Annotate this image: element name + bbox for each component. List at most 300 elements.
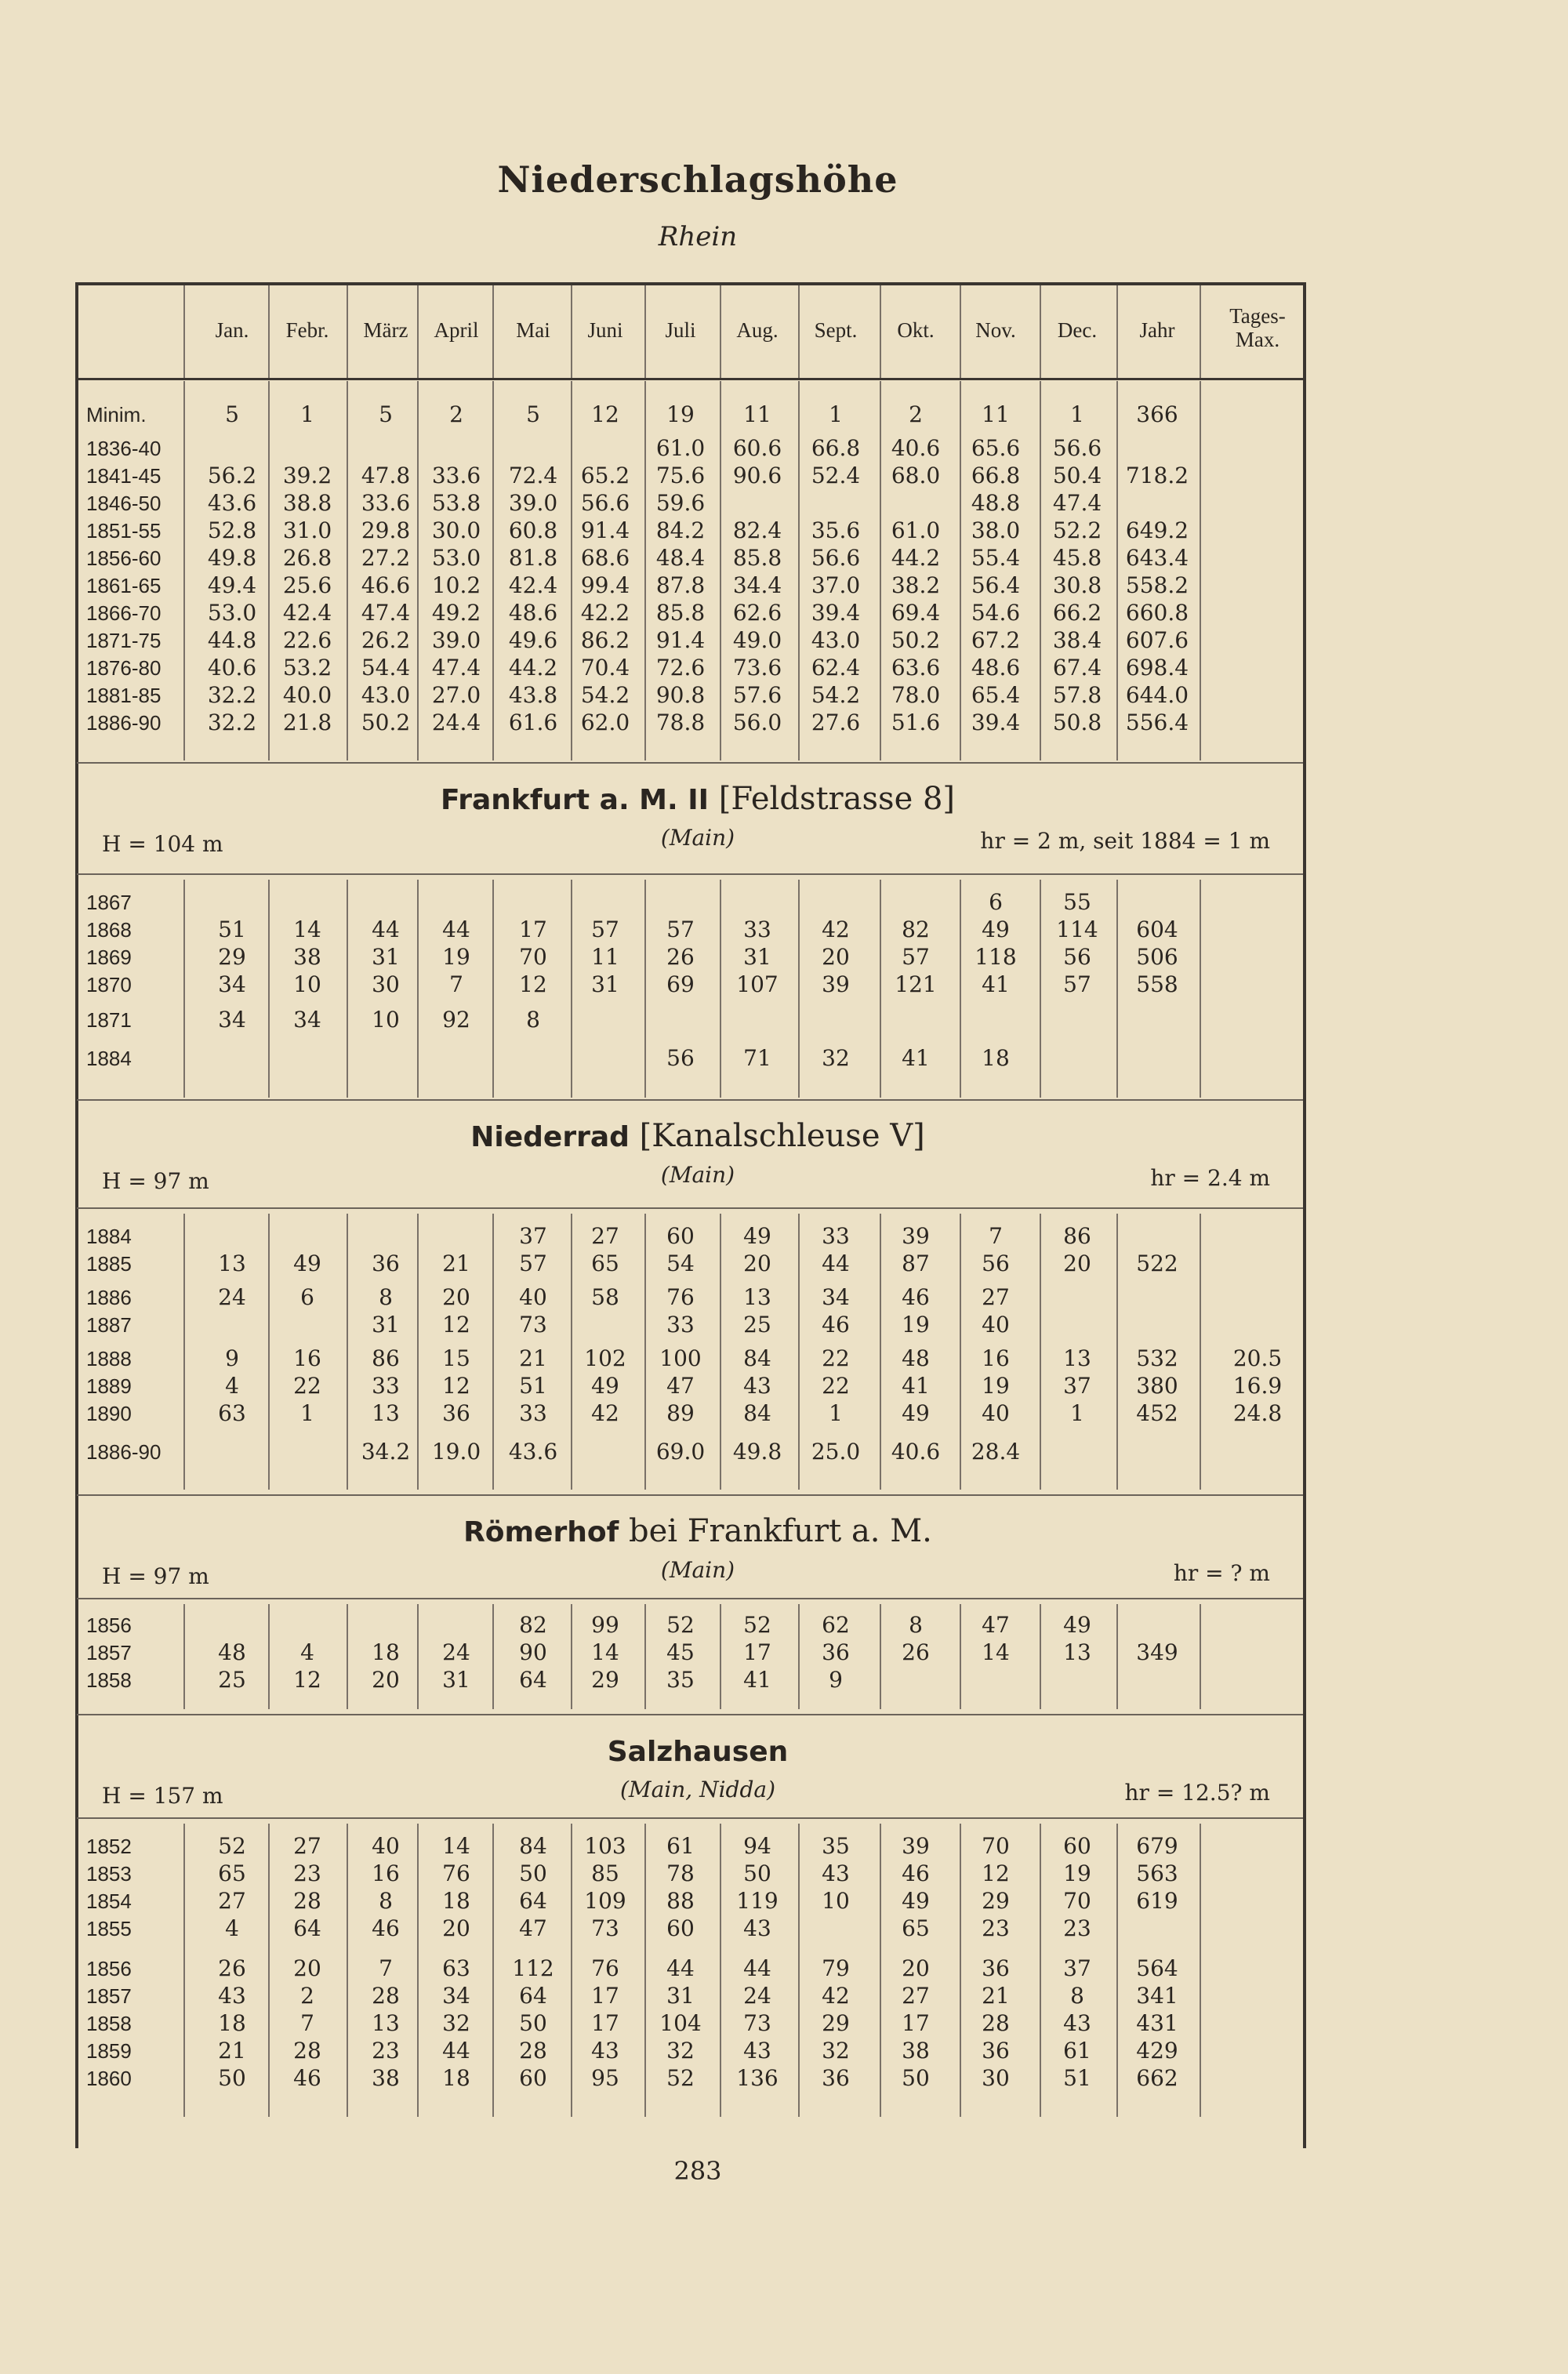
table-cell: 60 bbox=[519, 2065, 547, 2091]
page-title: Niederschlagshöhe bbox=[497, 158, 898, 201]
table-cell: 56 bbox=[666, 1045, 695, 1071]
table-cell: 26 bbox=[218, 1955, 246, 1981]
table-cell: 20 bbox=[902, 1955, 930, 1981]
table-cell: 14 bbox=[982, 1639, 1010, 1665]
table-cell: 45 bbox=[666, 1639, 695, 1665]
station-name: Salzhausen bbox=[607, 1736, 789, 1768]
table-cell: 31 bbox=[591, 971, 619, 997]
table-cell: 42.4 bbox=[508, 572, 558, 598]
table-cell: 2 bbox=[300, 1983, 314, 2009]
table-cell: 30.8 bbox=[1052, 572, 1102, 598]
table-cell: 31 bbox=[442, 1667, 470, 1693]
station-elevation: H = 104 m bbox=[102, 831, 223, 857]
column-header: Okt. bbox=[897, 318, 935, 342]
table-cell: 1 bbox=[829, 1400, 843, 1426]
table-cell: 643.4 bbox=[1125, 545, 1189, 571]
station-name: Römerhof bbox=[463, 1516, 619, 1548]
table-cell: 69.0 bbox=[655, 1439, 706, 1465]
table-cell: 94 bbox=[743, 1833, 771, 1859]
table-cell: 14 bbox=[442, 1833, 470, 1859]
table-cell: 90.6 bbox=[732, 463, 782, 488]
table-cell: 33.6 bbox=[431, 463, 481, 488]
row-label: Minim. bbox=[86, 403, 147, 427]
table-cell: 10 bbox=[822, 1888, 850, 1914]
table-cell: 5 bbox=[225, 401, 239, 427]
table-cell: 26 bbox=[666, 944, 695, 970]
table-cell: 46 bbox=[293, 2065, 321, 2091]
table-cell: 56.6 bbox=[1052, 435, 1102, 461]
table-cell: 20 bbox=[1063, 1251, 1091, 1276]
table-cell: 8 bbox=[909, 1612, 923, 1638]
table-cell: 532 bbox=[1136, 1345, 1178, 1371]
table-cell: 49.8 bbox=[207, 545, 257, 571]
row-label: 1853 bbox=[86, 1862, 132, 1886]
table-cell: 52.2 bbox=[1052, 517, 1102, 543]
table-cell: 34 bbox=[293, 1007, 321, 1033]
table-cell: 20 bbox=[442, 1284, 470, 1310]
table-cell: 39 bbox=[902, 1223, 930, 1249]
table-cell: 76 bbox=[442, 1860, 470, 1886]
table-cell: 65.4 bbox=[971, 682, 1021, 708]
table-cell: 30.0 bbox=[431, 517, 481, 543]
table-cell: 17 bbox=[743, 1639, 771, 1665]
table-cell: 558 bbox=[1136, 971, 1178, 997]
station-location: [Kanalschleuse V] bbox=[629, 1118, 925, 1154]
table-cell: 76 bbox=[591, 1955, 619, 1981]
table-cell: 28 bbox=[293, 2038, 321, 2064]
table-cell: 57 bbox=[666, 917, 695, 942]
table-cell: 29 bbox=[822, 2010, 850, 2036]
table-cell: 57 bbox=[902, 944, 930, 970]
table-cell: 99 bbox=[591, 1612, 619, 1638]
table-cell: 53.0 bbox=[431, 545, 481, 571]
table-rule bbox=[77, 873, 1303, 875]
row-label: 1854 bbox=[86, 1889, 132, 1913]
table-cell: 38.0 bbox=[971, 517, 1021, 543]
row-label: 1846-50 bbox=[86, 492, 162, 515]
table-cell: 44 bbox=[743, 1955, 771, 1981]
table-cell: 48 bbox=[902, 1345, 930, 1371]
river-name: (Main) bbox=[660, 825, 735, 851]
table-cell: 52 bbox=[743, 1612, 771, 1638]
table-cell: 82 bbox=[519, 1612, 547, 1638]
table-cell: 23 bbox=[982, 1915, 1010, 1941]
table-cell: 40 bbox=[982, 1312, 1010, 1338]
table-rule bbox=[77, 1598, 1303, 1599]
table-cell: 43 bbox=[822, 1860, 850, 1886]
table-cell: 44 bbox=[666, 1955, 695, 1981]
table-cell: 39 bbox=[902, 1833, 930, 1859]
column-rule bbox=[1200, 1824, 1201, 2117]
table-cell: 12 bbox=[519, 971, 547, 997]
table-cell: 16 bbox=[372, 1860, 400, 1886]
table-cell: 40.6 bbox=[891, 1439, 941, 1465]
row-label: 1884 bbox=[86, 1225, 132, 1248]
station-name: Frankfurt a. M. II bbox=[440, 784, 709, 816]
table-cell: 49.2 bbox=[431, 600, 481, 626]
row-label: 1885 bbox=[86, 1252, 132, 1276]
table-cell: 68.6 bbox=[580, 545, 630, 571]
page-subtitle: Rhein bbox=[658, 221, 738, 252]
table-cell: 52 bbox=[218, 1833, 246, 1859]
table-cell: 44 bbox=[442, 2038, 470, 2064]
table-cell: 87 bbox=[902, 1251, 930, 1276]
table-cell: 46 bbox=[902, 1860, 930, 1886]
table-cell: 88 bbox=[666, 1888, 695, 1914]
table-cell: 32.2 bbox=[207, 710, 257, 735]
gauge-height-note: hr = 2.4 m bbox=[1150, 1165, 1270, 1191]
table-cell: 87.8 bbox=[655, 572, 706, 598]
table-cell: 65 bbox=[591, 1251, 619, 1276]
table-cell: 366 bbox=[1136, 401, 1178, 427]
row-label: 1836-40 bbox=[86, 437, 162, 460]
column-rule bbox=[1200, 1214, 1201, 1490]
table-cell: 84 bbox=[743, 1345, 771, 1371]
row-label: 1869 bbox=[86, 946, 132, 969]
table-rule bbox=[77, 762, 1303, 764]
row-label: 1867 bbox=[86, 891, 132, 914]
table-cell: 20 bbox=[293, 1955, 321, 1981]
row-label: 1859 bbox=[86, 2039, 132, 2063]
table-cell: 619 bbox=[1136, 1888, 1178, 1914]
table-cell: 107 bbox=[736, 971, 779, 997]
table-cell: 34 bbox=[822, 1284, 850, 1310]
table-cell: 30 bbox=[982, 2065, 1010, 2091]
table-cell: 31.0 bbox=[282, 517, 332, 543]
table-cell: 60 bbox=[1063, 1833, 1091, 1859]
table-cell: 29.8 bbox=[361, 517, 411, 543]
table-cell: 607.6 bbox=[1125, 627, 1189, 653]
table-cell: 431 bbox=[1136, 2010, 1178, 2036]
table-cell: 13 bbox=[1063, 1639, 1091, 1665]
table-cell: 27 bbox=[982, 1284, 1010, 1310]
table-cell: 78.8 bbox=[655, 710, 706, 735]
table-cell: 13 bbox=[218, 1251, 246, 1276]
table-cell: 25 bbox=[218, 1667, 246, 1693]
table-cell: 44.2 bbox=[508, 655, 558, 681]
table-cell: 73 bbox=[591, 1915, 619, 1941]
table-cell: 84 bbox=[519, 1833, 547, 1859]
table-cell: 22 bbox=[822, 1373, 850, 1399]
column-header: April bbox=[434, 318, 479, 342]
table-frame-left bbox=[75, 282, 78, 2148]
table-cell: 20 bbox=[372, 1667, 400, 1693]
table-cell: 18 bbox=[372, 1639, 400, 1665]
table-cell: 31 bbox=[372, 1312, 400, 1338]
table-cell: 9 bbox=[225, 1345, 239, 1371]
table-cell: 7 bbox=[449, 971, 463, 997]
table-cell: 28 bbox=[519, 2038, 547, 2064]
table-cell: 19 bbox=[666, 401, 695, 427]
table-cell: 47 bbox=[666, 1373, 695, 1399]
table-cell: 56.6 bbox=[580, 490, 630, 516]
table-cell: 16.9 bbox=[1232, 1373, 1283, 1399]
table-cell: 54 bbox=[666, 1251, 695, 1276]
table-cell: 65.2 bbox=[580, 463, 630, 488]
station-name: Niederrad bbox=[470, 1121, 630, 1153]
table-cell: 50 bbox=[218, 2065, 246, 2091]
table-cell: 90.8 bbox=[655, 682, 706, 708]
table-cell: 24.4 bbox=[431, 710, 481, 735]
table-cell: 24 bbox=[218, 1284, 246, 1310]
table-cell: 17 bbox=[519, 917, 547, 942]
table-cell: 30 bbox=[372, 971, 400, 997]
table-cell: 27 bbox=[293, 1833, 321, 1859]
row-label: 1855 bbox=[86, 1917, 132, 1940]
table-cell: 64 bbox=[519, 1667, 547, 1693]
table-cell: 73 bbox=[519, 1312, 547, 1338]
table-cell: 32 bbox=[822, 1045, 850, 1071]
table-cell: 52.8 bbox=[207, 517, 257, 543]
table-cell: 22 bbox=[293, 1373, 321, 1399]
table-cell: 49 bbox=[902, 1400, 930, 1426]
table-cell: 33 bbox=[822, 1223, 850, 1249]
row-label: 1890 bbox=[86, 1402, 132, 1425]
column-header: Tages- Max. bbox=[1229, 304, 1286, 351]
section-title bbox=[0, 1513, 1396, 1549]
table-cell: 72.6 bbox=[655, 655, 706, 681]
table-cell: 29 bbox=[591, 1667, 619, 1693]
table-cell: 47.4 bbox=[431, 655, 481, 681]
table-cell: 78.0 bbox=[891, 682, 941, 708]
section-title bbox=[0, 1733, 1396, 1769]
table-cell: 78 bbox=[666, 1860, 695, 1886]
table-cell: 61 bbox=[1063, 2038, 1091, 2064]
table-cell: 27.0 bbox=[431, 682, 481, 708]
table-cell: 67.4 bbox=[1052, 655, 1102, 681]
table-cell: 79 bbox=[822, 1955, 850, 1981]
row-label: 1856-60 bbox=[86, 546, 162, 570]
table-cell: 42.2 bbox=[580, 600, 630, 626]
table-cell: 13 bbox=[743, 1284, 771, 1310]
row-label: 1852 bbox=[86, 1835, 132, 1858]
table-cell: 44.8 bbox=[207, 627, 257, 653]
row-label: 1856 bbox=[86, 1957, 132, 1980]
table-cell: 522 bbox=[1136, 1251, 1178, 1276]
table-cell: 65 bbox=[902, 1915, 930, 1941]
table-cell: 43 bbox=[218, 1983, 246, 2009]
table-cell: 341 bbox=[1136, 1983, 1178, 2009]
table-cell: 25.6 bbox=[282, 572, 332, 598]
row-label: 1871 bbox=[86, 1008, 132, 1032]
table-cell: 48.6 bbox=[508, 600, 558, 626]
table-cell: 55.4 bbox=[971, 545, 1021, 571]
river-name: (Main) bbox=[660, 1557, 735, 1583]
table-cell: 61.6 bbox=[508, 710, 558, 735]
table-cell: 32 bbox=[442, 2010, 470, 2036]
row-label: 1870 bbox=[86, 973, 132, 996]
table-cell: 28 bbox=[982, 2010, 1010, 2036]
table-cell: 37 bbox=[1063, 1955, 1091, 1981]
table-cell: 14 bbox=[591, 1639, 619, 1665]
table-cell: 69.4 bbox=[891, 600, 941, 626]
station-location: bei Frankfurt a. M. bbox=[619, 1513, 932, 1549]
table-cell: 40 bbox=[372, 1833, 400, 1859]
table-cell: 44.2 bbox=[891, 545, 941, 571]
table-cell: 112 bbox=[512, 1955, 554, 1981]
table-cell: 90 bbox=[519, 1639, 547, 1665]
table-cell: 57.6 bbox=[732, 682, 782, 708]
table-cell: 43.6 bbox=[508, 1439, 558, 1465]
column-rule bbox=[1200, 381, 1201, 760]
table-cell: 49 bbox=[1063, 1612, 1091, 1638]
table-cell: 49 bbox=[743, 1223, 771, 1249]
table-cell: 44 bbox=[372, 917, 400, 942]
table-cell: 19 bbox=[442, 944, 470, 970]
table-cell: 72.4 bbox=[508, 463, 558, 488]
table-cell: 26.8 bbox=[282, 545, 332, 571]
table-cell: 8 bbox=[379, 1284, 393, 1310]
table-cell: 39.2 bbox=[282, 463, 332, 488]
row-label: 1861-65 bbox=[86, 574, 162, 597]
table-cell: 35 bbox=[822, 1833, 850, 1859]
table-cell: 21 bbox=[519, 1345, 547, 1371]
table-cell: 12 bbox=[982, 1860, 1010, 1886]
table-cell: 604 bbox=[1136, 917, 1178, 942]
row-label: 1851-55 bbox=[86, 519, 162, 543]
table-cell: 57.8 bbox=[1052, 682, 1102, 708]
table-cell: 10 bbox=[372, 1007, 400, 1033]
table-cell: 27.2 bbox=[361, 545, 411, 571]
table-cell: 118 bbox=[975, 944, 1017, 970]
table-cell: 31 bbox=[666, 1983, 695, 2009]
table-cell: 49 bbox=[982, 917, 1010, 942]
table-cell: 51 bbox=[1063, 2065, 1091, 2091]
table-cell: 558.2 bbox=[1125, 572, 1189, 598]
table-cell: 25.0 bbox=[811, 1439, 861, 1465]
table-cell: 4 bbox=[225, 1915, 239, 1941]
table-cell: 92 bbox=[442, 1007, 470, 1033]
table-cell: 66.8 bbox=[971, 463, 1021, 488]
table-cell: 50 bbox=[519, 2010, 547, 2036]
row-label: 1876-80 bbox=[86, 656, 162, 680]
table-cell: 14 bbox=[293, 917, 321, 942]
row-label: 1886-90 bbox=[86, 711, 162, 735]
table-cell: 29 bbox=[218, 944, 246, 970]
table-cell: 17 bbox=[591, 1983, 619, 2009]
gauge-height-note: hr = 2 m, seit 1884 = 1 m bbox=[980, 828, 1270, 854]
table-cell: 1 bbox=[829, 401, 843, 427]
table-cell: 39.4 bbox=[811, 600, 861, 626]
table-cell: 63 bbox=[218, 1400, 246, 1426]
table-cell: 51 bbox=[218, 917, 246, 942]
column-header: Nov. bbox=[975, 318, 1016, 342]
table-cell: 71 bbox=[743, 1045, 771, 1071]
table-cell: 49.0 bbox=[732, 627, 782, 653]
table-cell: 8 bbox=[526, 1007, 540, 1033]
table-cell: 51.6 bbox=[891, 710, 941, 735]
table-cell: 16 bbox=[293, 1345, 321, 1371]
table-cell: 44 bbox=[822, 1251, 850, 1276]
table-cell: 62.0 bbox=[580, 710, 630, 735]
table-cell: 38 bbox=[372, 2065, 400, 2091]
table-cell: 34 bbox=[442, 1983, 470, 2009]
table-cell: 21 bbox=[982, 1983, 1010, 2009]
table-cell: 102 bbox=[584, 1345, 626, 1371]
table-cell: 25 bbox=[743, 1312, 771, 1338]
row-label: 1841-45 bbox=[86, 464, 162, 488]
table-cell: 349 bbox=[1136, 1639, 1178, 1665]
column-rule bbox=[183, 381, 185, 760]
table-cell: 136 bbox=[736, 2065, 779, 2091]
table-cell: 26 bbox=[902, 1639, 930, 1665]
station-elevation: H = 97 m bbox=[102, 1168, 209, 1194]
table-cell: 19 bbox=[902, 1312, 930, 1338]
table-cell: 6 bbox=[989, 889, 1003, 915]
table-cell: 46 bbox=[902, 1284, 930, 1310]
table-cell: 37 bbox=[1063, 1373, 1091, 1399]
table-cell: 11 bbox=[591, 944, 619, 970]
table-cell: 61.0 bbox=[655, 435, 706, 461]
table-cell: 104 bbox=[659, 2010, 702, 2036]
table-cell: 4 bbox=[300, 1639, 314, 1665]
table-cell: 86 bbox=[1063, 1223, 1091, 1249]
section-title bbox=[0, 1118, 1396, 1154]
table-cell: 62 bbox=[822, 1612, 850, 1638]
table-cell: 11 bbox=[982, 401, 1010, 427]
table-cell: 48 bbox=[218, 1639, 246, 1665]
table-cell: 57 bbox=[1063, 971, 1091, 997]
table-cell: 12 bbox=[591, 401, 619, 427]
table-cell: 53.0 bbox=[207, 600, 257, 626]
table-cell: 43.8 bbox=[508, 682, 558, 708]
table-cell: 65.6 bbox=[971, 435, 1021, 461]
table-cell: 23 bbox=[293, 1860, 321, 1886]
table-cell: 2 bbox=[449, 401, 463, 427]
table-cell: 20 bbox=[442, 1915, 470, 1941]
table-cell: 99.4 bbox=[580, 572, 630, 598]
table-cell: 54.2 bbox=[811, 682, 861, 708]
row-label: 1888 bbox=[86, 1347, 132, 1370]
table-cell: 41 bbox=[982, 971, 1010, 997]
table-cell: 22.6 bbox=[282, 627, 332, 653]
table-cell: 38 bbox=[902, 2038, 930, 2064]
table-cell: 84.2 bbox=[655, 517, 706, 543]
table-cell: 56 bbox=[1063, 944, 1091, 970]
table-cell: 41 bbox=[743, 1667, 771, 1693]
table-cell: 47 bbox=[982, 1612, 1010, 1638]
table-cell: 82.4 bbox=[732, 517, 782, 543]
table-cell: 679 bbox=[1136, 1833, 1178, 1859]
table-cell: 38.8 bbox=[282, 490, 332, 516]
table-cell: 85.8 bbox=[732, 545, 782, 571]
table-cell: 48.4 bbox=[655, 545, 706, 571]
table-cell: 100 bbox=[659, 1345, 702, 1371]
table-cell: 29 bbox=[982, 1888, 1010, 1914]
section-title bbox=[0, 781, 1396, 817]
table-cell: 54.2 bbox=[580, 682, 630, 708]
river-name: (Main, Nidda) bbox=[620, 1777, 775, 1802]
table-cell: 66.2 bbox=[1052, 600, 1102, 626]
table-cell: 42.4 bbox=[282, 600, 332, 626]
table-cell: 564 bbox=[1136, 1955, 1178, 1981]
station-elevation: H = 97 m bbox=[102, 1563, 209, 1589]
table-cell: 54.4 bbox=[361, 655, 411, 681]
table-cell: 44 bbox=[442, 917, 470, 942]
table-cell: 49.6 bbox=[508, 627, 558, 653]
table-rule bbox=[77, 1099, 1303, 1101]
table-cell: 60.8 bbox=[508, 517, 558, 543]
table-cell: 50 bbox=[519, 1860, 547, 1886]
table-cell: 60 bbox=[666, 1223, 695, 1249]
table-cell: 43.0 bbox=[361, 682, 411, 708]
table-cell: 61 bbox=[666, 1833, 695, 1859]
table-cell: 13 bbox=[372, 1400, 400, 1426]
table-frame-right bbox=[1303, 282, 1306, 2148]
table-cell: 67.2 bbox=[971, 627, 1021, 653]
table-cell: 39.0 bbox=[508, 490, 558, 516]
table-cell: 91.4 bbox=[655, 627, 706, 653]
